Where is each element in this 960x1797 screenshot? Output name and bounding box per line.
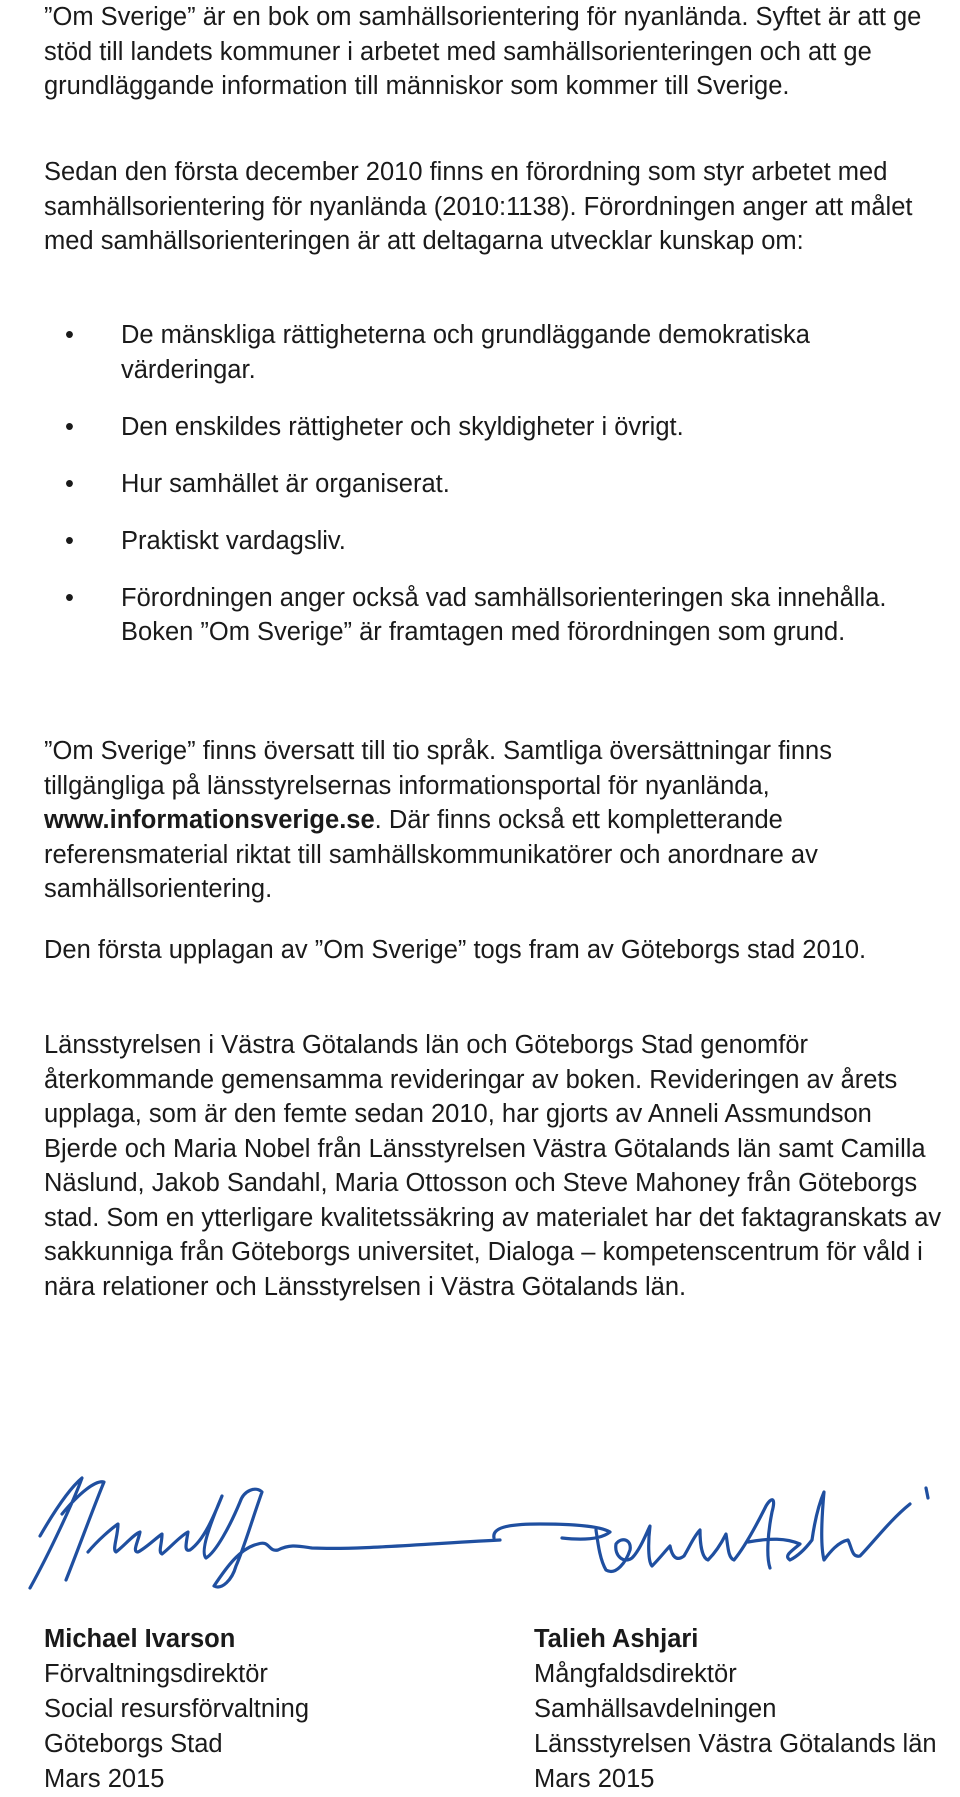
list-item-text: Den enskildes rättigheter och skyldigheter i övrigt.: [121, 412, 684, 441]
bullet-icon: •: [65, 583, 74, 612]
list-item-text: Praktiskt vardagsliv.: [121, 526, 346, 555]
signatures-area: [0, 1440, 960, 1590]
signature-talieh-ashjari: [494, 1488, 928, 1571]
bullet-icon: •: [65, 469, 74, 498]
signer-title: Förvaltningsdirektör: [44, 1660, 268, 1688]
signer-date: Mars 2015: [534, 1765, 655, 1793]
first-edition-paragraph: Den första upplagan av ”Om Sverige” togs fram av Göteborgs stad 2010.: [44, 936, 867, 964]
signature-michael-ivarson: [30, 1478, 500, 1588]
list-item: [44, 524, 944, 559]
bullet-icon: •: [65, 321, 74, 349]
signer-name: Talieh Ashjari: [534, 1625, 699, 1653]
list-item-text: Hur samhället är organiserat.: [121, 469, 450, 498]
list-item: [44, 410, 944, 445]
revision-paragraph: Länsstyrelsen i Västra Götalands län och Göteborgs Stad genomför återkommande gemensamma revideringar av boken. Revideringen av årets upplaga, som är den femte sedan 2010, har gjorts av Anneli Assmundson Bjerde och Maria Nobel från Länsstyrelsen Västra Götalands län samt Camilla Näslund, Jakob Sandahl, Maria Ottosson och Steve Mahoney från Göteborgs stad. Som en ytterligare kvalitetssäkring av materialet har det faktagranskats av sakkunniga från Göteborgs universitet, Dialoga – kompetenscentrum för våld i nära relationer och Länsstyrelsen i Västra Götalands län.: [44, 1031, 942, 1301]
signer-left: [44, 1622, 309, 1797]
signer-department: Samhällsavdelningen: [534, 1695, 777, 1723]
regulation-paragraph: Sedan den första december 2010 finns en förordning som styr arbetet med samhällsorientering för nyanlända (2010:1138). Förordningen anger att målet med samhällsorienteringen är att deltagarna utvecklar kunskap om:: [44, 158, 913, 255]
signer-organization: Länsstyrelsen Västra Götalands län: [534, 1730, 937, 1758]
handwritten-signatures: [0, 1440, 960, 1590]
list-item-text: Förordningen anger också vad samhällsorienteringen ska innehålla. Boken ”Om Sverige” är framtagen med förordningen som grund.: [121, 583, 887, 646]
bullet-icon: •: [65, 412, 74, 441]
knowledge-goals-list: [44, 318, 944, 672]
list-item: [44, 581, 944, 650]
signer-organization: Göteborgs Stad: [44, 1730, 223, 1758]
signer-title: Mångfaldsdirektör: [534, 1660, 737, 1688]
signer-name: Michael Ivarson: [44, 1625, 236, 1653]
translation-paragraph: [44, 734, 944, 907]
bullet-icon: •: [65, 526, 74, 555]
list-item-text: De mänskliga rättigheterna och grundläggande demokratiska värderingar.: [121, 321, 810, 384]
intro-paragraph: ”Om Sverige” är en bok om samhällsorientering för nyanlända. Syftet är att ge stöd till landets kommuner i arbetet med samhällsorienteringen och att ge grundläggande information till människor som kommer till Sverige.: [44, 3, 922, 100]
signer-date: Mars 2015: [44, 1765, 165, 1793]
translation-text-end: . Där finns också ett kompletterande referensmaterial riktat till samhällskommunikatörer och anordnare av samhällsorientering.: [44, 806, 818, 903]
signer-department: Social resursförvaltning: [44, 1695, 310, 1723]
translation-text: ”Om Sverige” finns översatt till tio språk. Samtliga översättningar finns tillgängliga på länsstyrelsernas informationsportal för nyanlända,: [44, 737, 832, 800]
list-item: [44, 467, 944, 502]
signer-right: [534, 1622, 937, 1797]
list-item: [44, 318, 944, 387]
informationsverige-link[interactable]: www.informationsverige.se: [44, 806, 375, 834]
